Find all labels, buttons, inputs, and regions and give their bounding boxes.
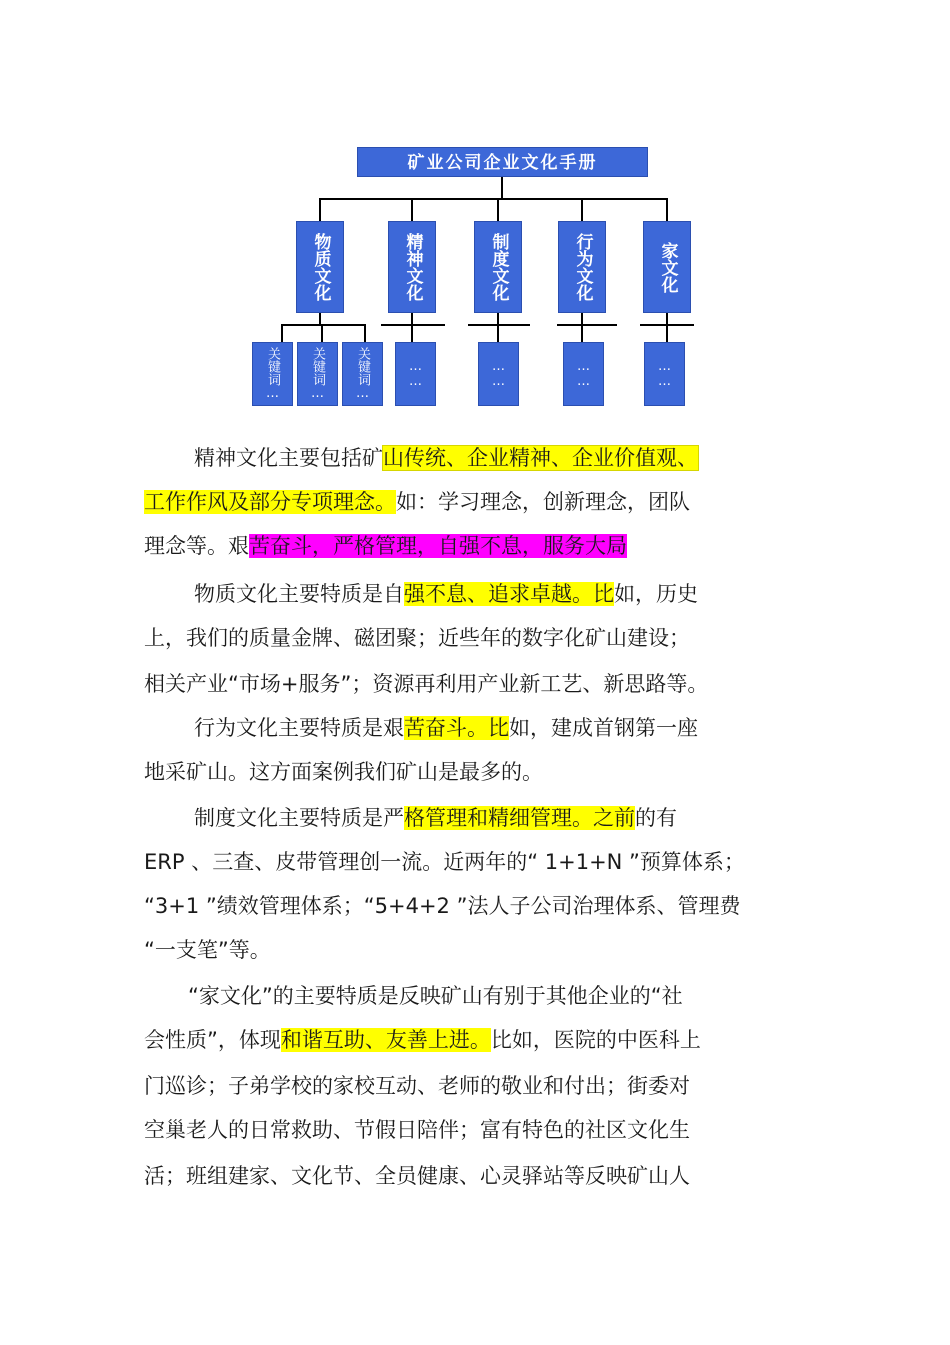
ellipsis-leaf-behavior <box>563 342 604 406</box>
connector-line <box>468 324 530 326</box>
leaf-label: …… <box>491 359 506 389</box>
text-span: 精神文化主要包括矿 <box>194 446 383 470</box>
category-box-home <box>643 221 691 313</box>
paragraph-line: “一支笔”等。 <box>144 938 271 962</box>
text-span: 制度文化主要特质是严 <box>194 806 404 830</box>
leaf-label: …… <box>657 359 672 389</box>
paragraph-line <box>144 1018 701 1062</box>
highlight-span: 和谐互助、友善上进。 <box>280 1028 491 1052</box>
keyword-leaf <box>252 342 293 406</box>
paragraph-line: “家文化”的主要特质是反映矿山有别于其他企业的“社 <box>188 984 683 1008</box>
connector-line <box>581 324 583 342</box>
paragraph-line <box>194 436 698 480</box>
connector-line <box>364 324 366 342</box>
highlight-span: 苦奋斗。比 <box>404 716 509 740</box>
category-label: 家文化 <box>657 241 678 293</box>
paragraph-line <box>144 524 627 568</box>
leaf-label: 关键词… <box>355 347 370 401</box>
connector-line <box>666 324 668 342</box>
category-label: 精神文化 <box>402 233 423 301</box>
text-span: 理念等。艰 <box>144 534 249 558</box>
org-chart <box>0 0 950 420</box>
category-label: 制度文化 <box>488 233 509 301</box>
highlight-span: 强不息、追求卓越。比 <box>404 582 614 606</box>
ellipsis-leaf-system <box>478 342 519 406</box>
paragraph-line: 活；班组建家、文化节、全员健康、心灵驿站等反映矿山人 <box>144 1164 690 1188</box>
connector-line <box>411 324 413 342</box>
text-span: 比如，医院的中医科上 <box>490 1028 701 1052</box>
leaf-label: …… <box>408 359 423 389</box>
category-label: 物质文化 <box>310 233 331 301</box>
leaf-label: 关键词… <box>265 347 280 401</box>
leaf-label: 关键词… <box>310 347 325 401</box>
connector-line <box>497 198 499 221</box>
connector-line <box>381 324 445 326</box>
paragraph-line: 相关产业“市场+服务”；资源再利用产业新工艺、新思路等。 <box>144 672 709 696</box>
text-span: 如，建成首钢第一座 <box>509 716 698 740</box>
connector-line <box>321 324 323 342</box>
chart-title-box: 矿业公司企业文化手册 <box>357 147 648 177</box>
paragraph-line <box>194 796 677 840</box>
paragraph-line: 上，我们的质量金牌、磁团聚；近些年的数字化矿山建设； <box>144 626 690 650</box>
connector-line <box>497 324 499 342</box>
connector-line <box>319 198 321 221</box>
category-label: 行为文化 <box>572 233 593 301</box>
keyword-leaf <box>297 342 338 406</box>
ellipsis-leaf-home <box>644 342 685 406</box>
connector-line <box>319 198 668 200</box>
connector-line <box>281 324 283 342</box>
text-span: 如：学习理念，创新理念，团队 <box>396 490 690 514</box>
connector-line <box>666 198 668 221</box>
connector-line <box>557 324 617 326</box>
paragraph-line <box>144 480 690 524</box>
paragraph-line: “3+1 ”绩效管理体系；“5+4+2 ”法人子公司治理体系、管理费 <box>144 894 741 918</box>
category-box-material <box>296 221 344 313</box>
text-span: 的有 <box>635 806 677 830</box>
highlight-span: 格管理和精细管理。之前 <box>404 806 635 830</box>
text-span: 会性质”，体现 <box>144 1028 281 1052</box>
paragraph-line: ERP 、三查、皮带管理创一流。近两年的“ 1+1+N ”预算体系； <box>144 850 745 874</box>
highlight-span: 苦奋斗，严格管理，自强不息，服务大局 <box>249 534 627 558</box>
connector-line <box>411 198 413 221</box>
connector-line <box>281 324 366 326</box>
category-box-behavior <box>558 221 606 313</box>
text-span: 行为文化主要特质是艰 <box>194 716 404 740</box>
highlight-span: 工作作风及部分专项理念。 <box>144 490 396 514</box>
paragraph-line: 地采矿山。这方面案例我们矿山是最多的。 <box>144 760 543 784</box>
highlight-span: 山传统、企业精神、企业价值观、 <box>383 446 698 470</box>
paragraph-line <box>194 706 698 750</box>
paragraph-line: 空巢老人的日常救助、节假日陪伴；富有特色的社区文化生 <box>144 1118 690 1142</box>
leaf-label: …… <box>576 359 591 389</box>
category-box-system <box>474 221 522 313</box>
keyword-leaf <box>342 342 383 406</box>
paragraph-line <box>194 572 698 616</box>
paragraph-line: 门巡诊；子弟学校的家校互动、老师的敬业和付出；街委对 <box>144 1074 690 1098</box>
text-span: 如，历史 <box>614 582 698 606</box>
connector-line <box>581 198 583 221</box>
category-box-spirit <box>388 221 436 313</box>
text-span: 物质文化主要特质是自 <box>194 582 404 606</box>
ellipsis-leaf-spirit <box>395 342 436 406</box>
connector-line <box>501 177 503 199</box>
